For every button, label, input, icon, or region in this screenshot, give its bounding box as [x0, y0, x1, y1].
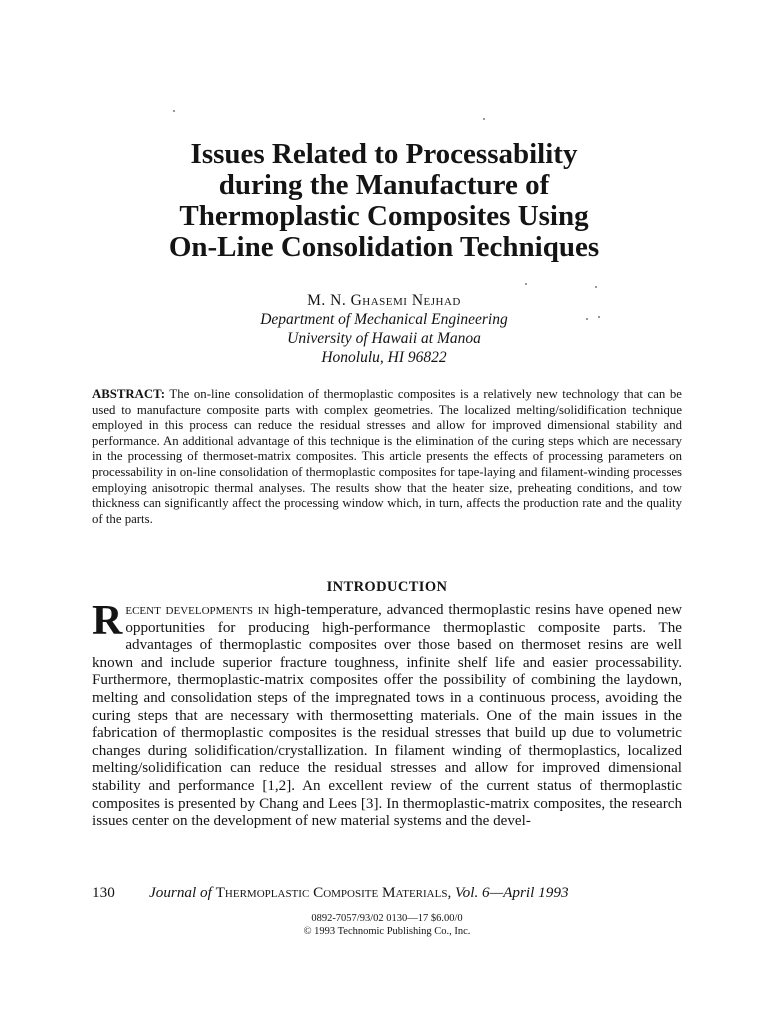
title-line: during the Manufacture of: [218, 169, 550, 201]
abstract: [92, 387, 682, 527]
abstract-text: The on-line consolidation of thermoplastic composites is a relatively new technology that can be used to manufacture composite parts with complex geometries. The localized melting/solidification technique employed in this process can reduce the residual stresses and allow for improved dimensional stability and performance. An additional advantage of this technique is the elimination of the curing steps which are necessary in the processing of thermoset-matrix composites. This article presents the effects of processing parameters on processability in on-line consolidation of thermoplastic composites for tape-laying and filament-winding processes employing anisotropic thermal analyses. The results show that the heater size, preheating conditions, and tow thickness can significantly affect the processing window which, in turn, affects the production rate and the quality of the parts.: [92, 387, 682, 526]
author-name: M. N. Ghasemi Nejhad: [307, 292, 461, 309]
volume-date: Vol. 6—April 1993: [455, 884, 569, 901]
title-line: Issues Related to Processability: [190, 138, 578, 170]
journal-name: Thermoplastic Composite Materials,: [215, 884, 452, 901]
journal-prefix: Journal of: [149, 884, 212, 901]
imprint: [92, 912, 682, 938]
imprint-copyright: © 1993 Technomic Publishing Co., Inc.: [303, 926, 471, 937]
title-line: On-Line Consolidation Techniques: [168, 231, 600, 263]
scan-speck: [173, 110, 175, 112]
author-department: Department of Mechanical Engineering: [260, 311, 508, 328]
introduction-text: high-temperature, advanced thermoplastic resins have opened new opportunities for producing high-performance thermoplastic composite parts. The advantages of thermoplastic composites over those based on thermoset resins are well known and include superior fracture toughness, infinite shelf life and easier processability. Furthermore, thermoplastic-matrix composites offer the possibility of combining the laydown, melting and consolidation steps of the impregnated tows in a continuous process, avoiding the curing steps that are necessary with thermosetting materials. One of the main issues in the fabrication of thermoplastic composites is the residual stresses that build up due to volumetric changes during solidification/crystallization. In filament winding of thermoplastics, localized melting/solidification can reduce the residual stresses and allow for improved dimensional stability and performance [1,2]. An excellent review of the current status of thermoplastic composites is presented by Chang and Lees [3]. In thermoplastic-matrix composites, the research issues center on the development of new material systems and the devel-: [92, 602, 683, 830]
imprint-code: 0892-7057/93/02 0130—17 $6.00/0: [311, 913, 463, 924]
abstract-label: ABSTRACT:: [92, 387, 166, 401]
scan-speck: [483, 118, 485, 120]
article-title: [80, 139, 688, 263]
scan-speck: [586, 318, 588, 320]
lead-in: ecent developments in: [125, 602, 270, 618]
author-block: [100, 291, 668, 367]
scan-speck: [598, 316, 600, 318]
scan-speck: [595, 286, 597, 288]
page-number: 130: [92, 884, 115, 901]
journal-citation: [149, 884, 684, 902]
title-line: Thermoplastic Composites Using: [179, 200, 589, 232]
introduction-paragraph: [92, 598, 683, 831]
section-heading: INTRODUCTION: [326, 579, 448, 595]
author-university: University of Hawaii at Manoa: [287, 330, 481, 347]
drop-cap: R: [92, 598, 123, 644]
author-location: Honolulu, HI 96822: [321, 349, 447, 366]
scan-speck: [525, 283, 527, 285]
